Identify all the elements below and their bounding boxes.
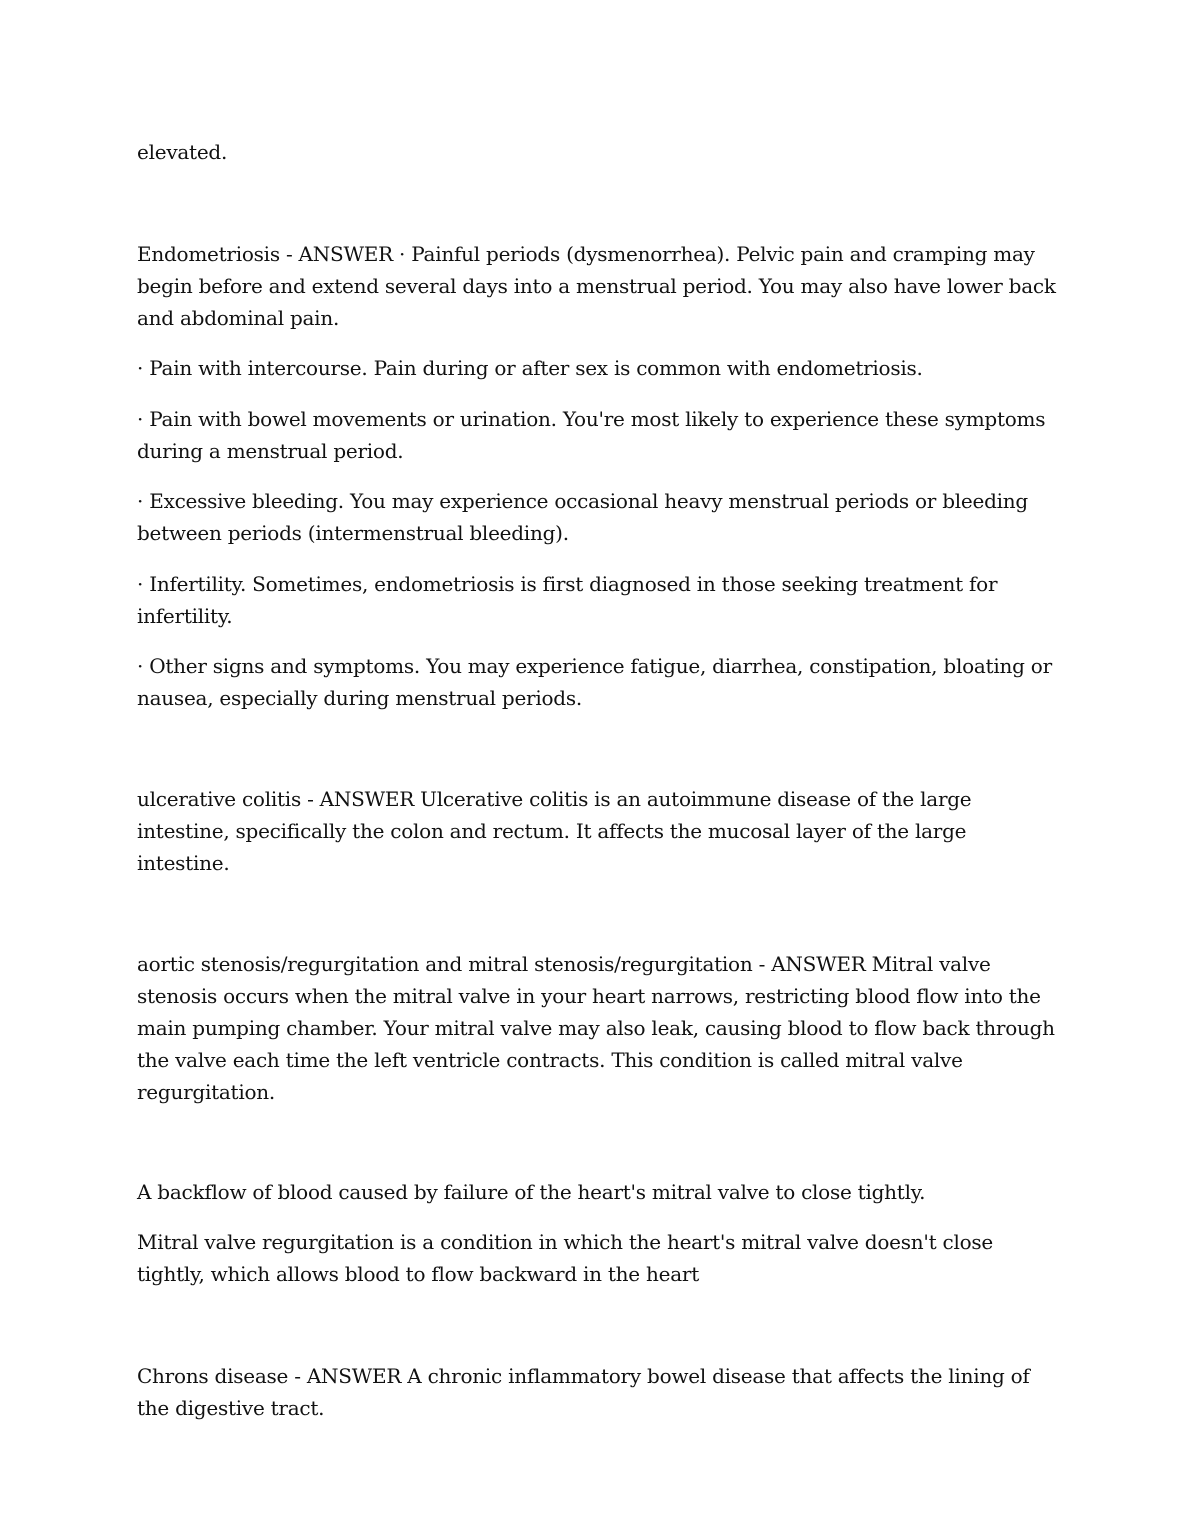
paragraph-ulcerative-colitis: ulcerative colitis - ANSWER Ulcerative colitis is an autoimmune disease of the large intestine, specifically the colon and rectum. It affects the mucosal layer of the large intestine. bbox=[137, 787, 972, 875]
paragraph-chrons-disease: Chrons disease - ANSWER A chronic inflammatory bowel disease that affects the lining of the digestive tract. bbox=[137, 1364, 1030, 1420]
paragraph-pain-bowel: · Pain with bowel movements or urination. You're most likely to experience these symptoms during a menstrual period. bbox=[137, 407, 1046, 463]
paragraph-pain-intercourse: · Pain with intercourse. Pain during or after sex is common with endometriosis. bbox=[137, 356, 923, 380]
paragraph-elevated: elevated. bbox=[137, 140, 228, 164]
paragraph-mitral-stenosis: aortic stenosis/regurgitation and mitral stenosis/regurgitation - ANSWER Mitral valve stenosis occurs when the mitral valve in your heart narrows, restricting blood flow into the main pumping chamber. Your mitral valve may also leak, causing blood to flow back through the valve each time the left ventricle contracts. This condition is called mitral valve regurgitation. bbox=[137, 952, 1055, 1104]
paragraph-infertility: · Infertility. Sometimes, endometriosis is first diagnosed in those seeking treatment for infertility. bbox=[137, 572, 998, 628]
paragraph-endometriosis: Endometriosis - ANSWER · Painful periods (dysmenorrhea). Pelvic pain and cramping may begin before and extend several days into a menstrual period. You may also have lower back and abdominal pain. bbox=[137, 242, 1056, 330]
paragraph-other-symptoms: · Other signs and symptoms. You may experience fatigue, diarrhea, constipation, bloating or nausea, especially during menstrual periods. bbox=[137, 654, 1052, 710]
paragraph-mitral-regurgitation: Mitral valve regurgitation is a condition in which the heart's mitral valve doesn't close tightly, which allows blood to flow backward in the heart bbox=[137, 1230, 994, 1286]
paragraph-backflow: A backflow of blood caused by failure of the heart's mitral valve to close tightly. bbox=[137, 1180, 926, 1204]
paragraph-excessive-bleeding: · Excessive bleeding. You may experience occasional heavy menstrual periods or bleeding between periods (intermenstrual bleeding). bbox=[137, 489, 1028, 545]
